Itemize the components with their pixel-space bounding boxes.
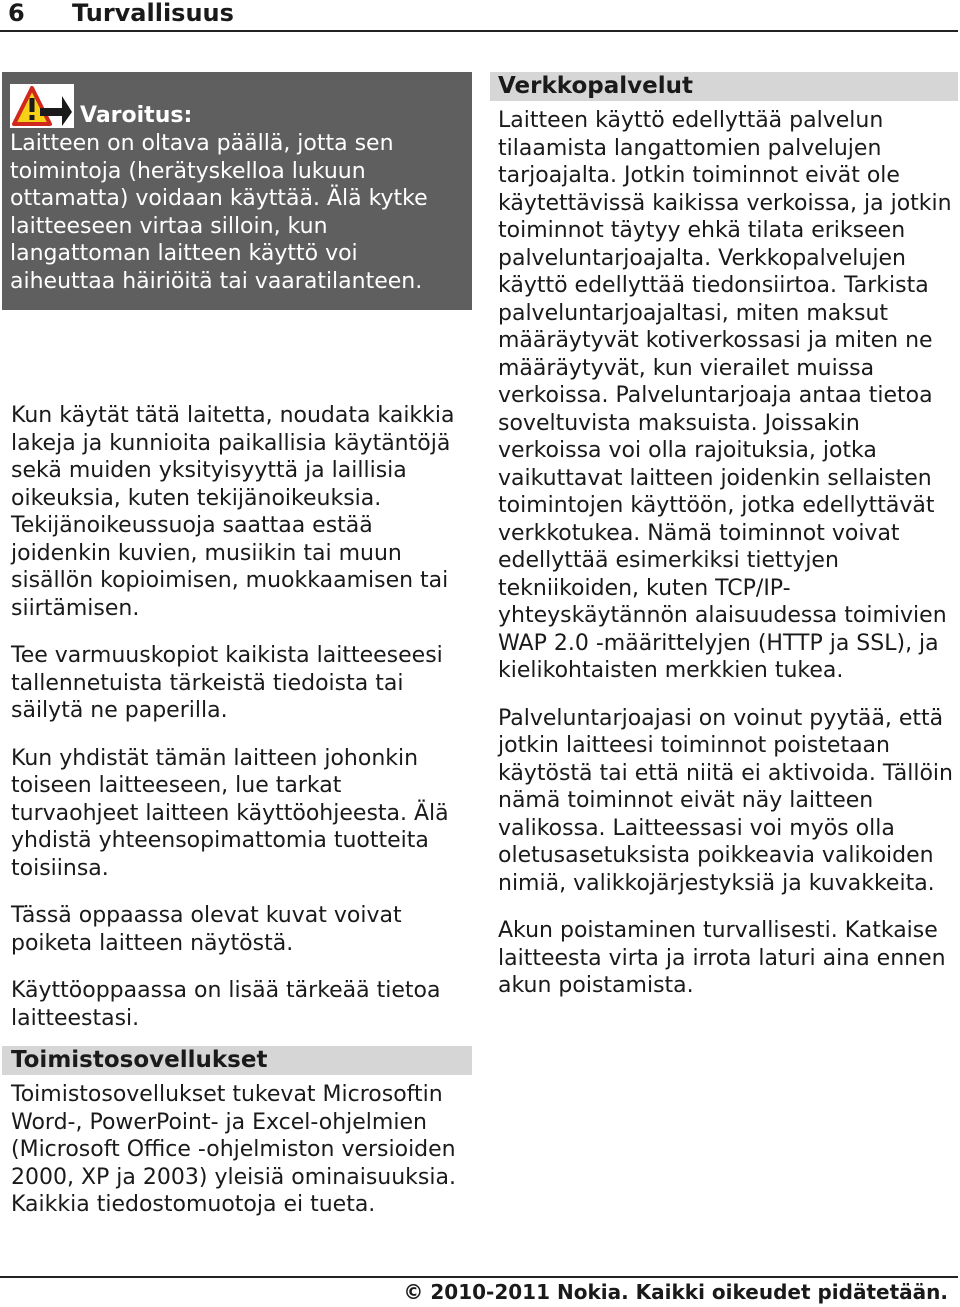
paragraph-connect: Kun yhdistät tämän laitteen johonkin toiseen laitteeseen, lue tarkat turvaohjeet laitteen käyttöohjeesta. Älä yhdistä yhteensopimattomia tuotteita toisiinsa. [11,745,449,881]
footer-divider [0,1276,958,1278]
left-column [2,72,472,1219]
warning-label: Varoitus: [80,103,193,128]
page-number: 6 [8,0,25,27]
office-heading: Toimistosovellukset [2,1046,472,1075]
paragraph-images: Tässä oppaassa olevat kuvat voivat poiketa laitteen näytöstä. [11,903,402,956]
page-header [0,0,958,32]
warning-box [2,72,472,310]
paragraph-backup: Tee varmuuskopiot kaikista laitteeseesi tallennetuista tärkeistä tiedoista tai säilytä ne paperilla. [11,643,443,723]
network-heading: Verkkopalvelut [490,72,958,101]
paragraph-battery: Akun poistaminen turvallisesti. Katkaise laitteesta virta ja irrota laturi aina ennen akun poistamista. [498,918,946,998]
right-column [490,72,958,1000]
paragraph-laws: Kun käytät tätä laitetta, noudata kaikkia lakeja ja kunnioita paikallisia käytäntöjä sekä muiden yksityisyyttä ja laillisia oikeuksia, kuten tekijänoikeuksia. Tekijänoikeussuoja saattaa estää joidenkin kuvien, musiikin tai muun sisällön kopioimisen, muokkaamisen tai siirtämisen. [11,403,455,621]
warning-text: Laitteen on oltava päällä, jotta sen toimintoja (herätyskelloa lukuun ottamatta) voidaan käyttää. Älä kytke laitteeseen virtaa silloin, kun langattoman laitteen käyttö voi aiheuttaa häiriöitä tai vaaratilanteen. [10,131,428,294]
warning-triangle-icon [10,84,74,128]
paragraph-operator: Palveluntarjoajasi on voinut pyytää, että jotkin laitteesi toiminnot poistetaan käytöstä tai että niitä ei aktivoida. Tällöin nämä toiminnot eivät näy laitteen valikossa. Laitteessasi voi myös olla oletusasetuksista poikkeavia valikoiden nimiä, valikkojärjestyksiä ja kuvakkeita. [498,705,953,896]
warning-header [10,78,462,128]
footer-copyright: © 2010-2011 Nokia. Kaikki oikeudet pidätetään. [403,1280,948,1304]
paragraph-guide: Käyttöoppaassa on lisää tärkeää tietoa laitteestasi. [11,978,441,1031]
page-title: Turvallisuus [72,0,234,27]
office-text: Toimistosovellukset tukevat Microsoftin Word-, PowerPoint- ja Excel-ohjelmien (Microsoft Office -ohjelmiston versioiden 2000, XP ja 2003) yleisiä ominaisuuksia. Kaikkia tiedostomuotoja ei tueta. [11,1082,456,1217]
network-text: Laitteen käyttö edellyttää palvelun tilaamista langattomien palvelujen tarjoajalta. Jotkin toiminnot eivät ole käytettävissä kaikissa verkoissa, ja jotkin toiminnot täytyy ehkä tilata erikseen palveluntarjoajalta. Verkkopalvelujen käyttö edellyttää tiedonsiirtoa. Tarkista palveluntarjoajaltasi, miten maksut määräytyvät kotiverkossasi ja miten ne määräytyvät, kun vierailet muissa verkoissa. Palveluntarjoaja antaa tietoa soveltuvista maksuista. Joissakin verkoissa voi olla rajoituksia, jotka vaikuttavat laitteen joidenkin sellaisten toimintojen käyttöön, jotka edellyttävät verkkotukea. Nämä toiminnot voivat edellyttää esimerkiksi tiettyjen tekniikoiden, kuten TCP/IP-yhteyskäytännön alaisuudessa toimivien WAP 2.0 -määrittelyjen (HTTP ja SSL), ja kielikohtaisten merkkien tukea. [498,108,952,683]
